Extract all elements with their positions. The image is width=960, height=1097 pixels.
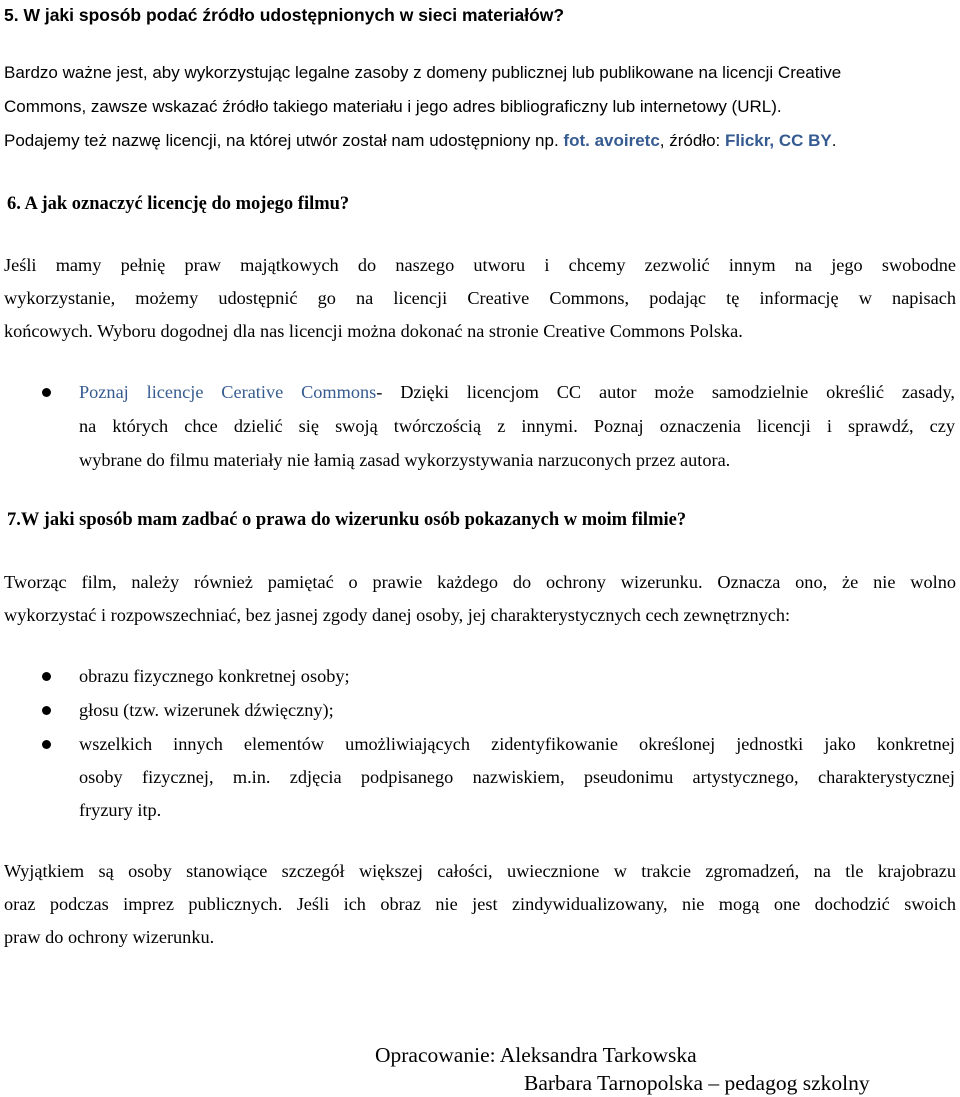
bullet-dot [42, 672, 51, 681]
other-elements-line-3: fryzury itp. [79, 800, 162, 820]
cc-bullet-line-1 [79, 381, 955, 403]
section-5-heading: 5. W jaki sposób podać źródło udostępnionych w sieci materiałów? [4, 5, 565, 25]
section-7-line-2: wykorzystać i rozpowszechniać, bez jasnej zgody danej osoby, jej charakterystycznych cech zewnętrznych: [4, 605, 791, 625]
cc-by-link[interactable]: CC BY [778, 131, 832, 150]
cc-bullet-line-2: na których chce dzielić się swoją twórczością z innymi. Poznaj oznaczenia licencji i sprawdź, czy [79, 416, 955, 436]
section-6-line-1: Jeśli mamy pełnię praw majątkowych do naszego utworu i chcemy zezwolić innym na jego swobodne [4, 255, 956, 275]
section-5-line-2: Commons, zawsze wskazać źródło takiego materiału i jego adres bibliograficzny lub internetowy (URL). [4, 97, 782, 116]
cc-licenses-link[interactable]: Poznaj licencje Cerative Commons [79, 382, 377, 402]
section-5-line-3 [4, 130, 837, 152]
cc-bullet-line-1-rest: - Dzięki licencjom CC autor może samodzielnie określić zasady, [376, 382, 955, 402]
section-6-heading: 6. A jak oznaczyć licencję do mojego filmu? [7, 194, 350, 214]
image-bullet-item: obrazu fizycznego konkretnej osoby; [79, 666, 350, 686]
author-link[interactable]: avoiretc [594, 131, 660, 150]
other-elements-line-2: osoby fizycznej, m.in. zdjęcia podpisanego nazwiskiem, pseudonimu artystycznego, charakterystycznej [79, 767, 955, 787]
section-6-line-3: końcowych. Wyboru dogodnej dla nas licencji można dokonać na stronie Creative Commons Polska. [4, 321, 743, 341]
bullet-dot [42, 706, 51, 715]
closing-line-3: praw do ochrony wizerunku. [4, 927, 215, 947]
final-period: . [831, 131, 837, 150]
source-label: , źródło: [659, 131, 725, 150]
bullet-dot [42, 740, 51, 749]
flickr-link[interactable]: Flickr [724, 131, 770, 150]
section-5-line-3-prefix: Podajemy też nazwę licencji, na której utwór został nam udostępniony np. [4, 131, 564, 150]
closing-line-2: oraz podczas imprez publicznych. Jeśli ich obraz nie jest zindywidualizowany, nie mogą one dochodzić swoich [4, 894, 956, 914]
voice-bullet-item: głosu (tzw. wizerunek dźwięczny); [79, 700, 334, 720]
cc-bullet-line-3: wybrane do filmu materiały nie łamią zasad wykorzystywania narzuconych przez autora. [79, 450, 731, 470]
other-elements-line-1: wszelkich innych elementów umożliwiających zidentyfikowanie określonej jednostki jako konkretnej [79, 734, 955, 754]
photo-link[interactable]: fot. [563, 131, 590, 150]
author-credit-line-2: Barbara Tarnopolska – pedagog szkolny [524, 1071, 870, 1095]
section-5-line-1: Bardzo ważne jest, aby wykorzystując legalne zasoby z domeny publicznej lub publikowane na licencji Creative [4, 63, 842, 82]
comma-separator: , [769, 131, 779, 150]
closing-line-1: Wyjątkiem są osoby stanowiące szczegół większej całości, uwiecznione w trakcie zgromadzeń, na tle krajobrazu [4, 861, 956, 881]
section-6-line-2: wykorzystanie, możemy udostępnić go na licencji Creative Commons, podając tę informację w napisach [4, 288, 956, 308]
section-7-heading: 7.W jaki sposób mam zadbać o prawa do wizerunku osób pokazanych w moim filmie? [7, 510, 687, 530]
bullet-dot [42, 388, 51, 397]
section-7-line-1: Tworząc film, należy również pamiętać o prawie każdego do ochrony wizerunku. Oznacza ono, że nie wolno [4, 572, 956, 592]
author-credit-line-1: Opracowanie: Aleksandra Tarkowska [375, 1043, 697, 1067]
